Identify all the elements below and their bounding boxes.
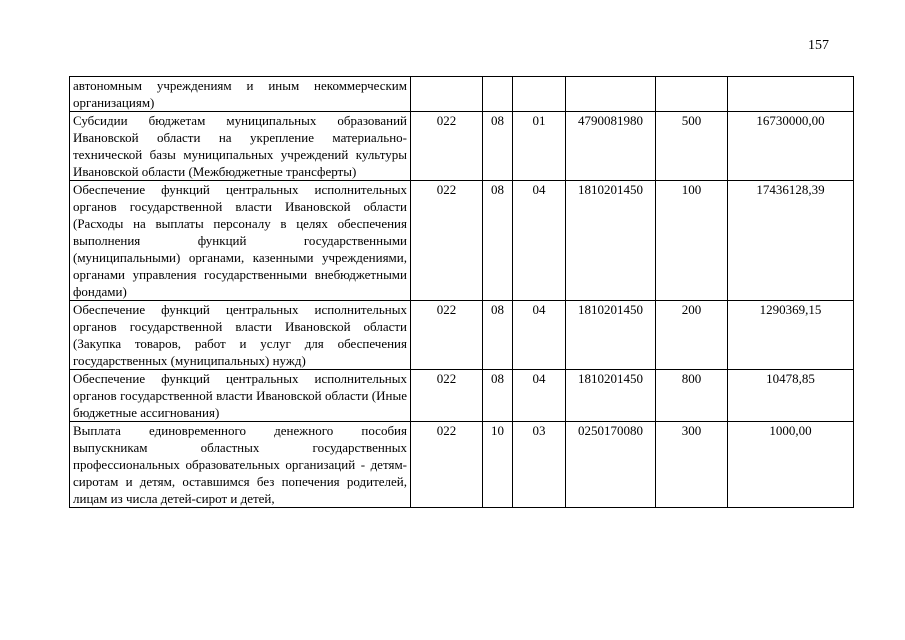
target-code: 4790081980 xyxy=(566,112,656,181)
section-code: 08 xyxy=(483,301,513,370)
subsection-code: 01 xyxy=(513,112,566,181)
section-code: 08 xyxy=(483,112,513,181)
expense-type-code: 300 xyxy=(656,422,728,508)
amount: 16730000,00 xyxy=(728,112,854,181)
page-number: 157 xyxy=(808,38,829,53)
ministry-code: 022 xyxy=(411,181,483,301)
subsection-code: 04 xyxy=(513,301,566,370)
expense-type-code: 200 xyxy=(656,301,728,370)
row-description: автономным учреждениям и иным некоммерческим организациям) xyxy=(70,77,411,112)
section-code: 08 xyxy=(483,370,513,422)
subsection-code: 04 xyxy=(513,181,566,301)
subsection-code xyxy=(513,77,566,112)
amount: 17436128,39 xyxy=(728,181,854,301)
section-code: 10 xyxy=(483,422,513,508)
expense-type-code: 100 xyxy=(656,181,728,301)
row-description: Обеспечение функций центральных исполнительных органов государственной власти Ивановской области (Иные бюджетные ассигнования) xyxy=(70,370,411,422)
section-code: 08 xyxy=(483,181,513,301)
budget-table xyxy=(69,76,854,508)
target-code: 1810201450 xyxy=(566,181,656,301)
row-description: Обеспечение функций центральных исполнительных органов государственной власти Ивановской области (Расходы на выплаты персоналу в целях обеспечения выполнения функций государственными (муниципальными) органами, казенными учреждениями, органами управления государственными внебюджетными фондами) xyxy=(70,181,411,301)
ministry-code: 022 xyxy=(411,301,483,370)
target-code: 1810201450 xyxy=(566,370,656,422)
table-row xyxy=(70,301,854,370)
table-row xyxy=(70,422,854,508)
ministry-code xyxy=(411,77,483,112)
row-description: Субсидии бюджетам муниципальных образований Ивановской области на укрепление материально-технической базы муниципальных учреждений культуры Ивановской области (Межбюджетные трансферты) xyxy=(70,112,411,181)
expense-type-code: 800 xyxy=(656,370,728,422)
ministry-code: 022 xyxy=(411,112,483,181)
amount xyxy=(728,77,854,112)
amount: 1000,00 xyxy=(728,422,854,508)
ministry-code: 022 xyxy=(411,422,483,508)
expense-type-code: 500 xyxy=(656,112,728,181)
section-code xyxy=(483,77,513,112)
target-code: 0250170080 xyxy=(566,422,656,508)
table-row xyxy=(70,181,854,301)
table-row xyxy=(70,112,854,181)
row-description: Выплата единовременного денежного пособия выпускникам областных государственных профессиональных образовательных организаций - детям-сиротам и детям, оставшимся без попечения родителей, лицам из числа детей-сирот и детей, xyxy=(70,422,411,508)
subsection-code: 04 xyxy=(513,370,566,422)
expense-type-code xyxy=(656,77,728,112)
row-description: Обеспечение функций центральных исполнительных органов государственной власти Ивановской области (Закупка товаров, работ и услуг для обеспечения государственных (муниципальных) нужд) xyxy=(70,301,411,370)
ministry-code: 022 xyxy=(411,370,483,422)
target-code: 1810201450 xyxy=(566,301,656,370)
subsection-code: 03 xyxy=(513,422,566,508)
amount: 1290369,15 xyxy=(728,301,854,370)
target-code xyxy=(566,77,656,112)
table-row xyxy=(70,77,854,112)
table-row xyxy=(70,370,854,422)
amount: 10478,85 xyxy=(728,370,854,422)
